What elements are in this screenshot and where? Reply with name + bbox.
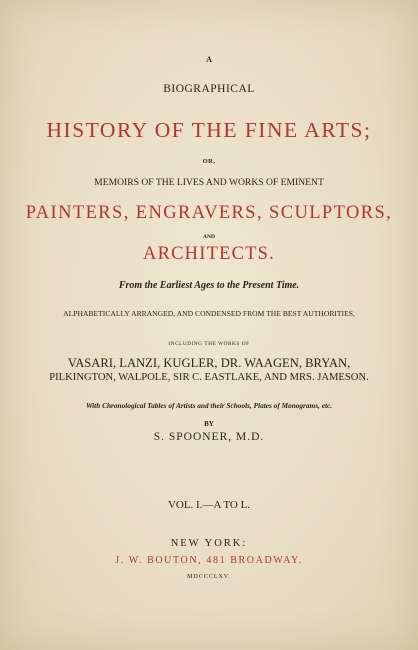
volume-line: VOL. I.—A TO L.	[167, 499, 251, 511]
and-connector: AND	[203, 234, 215, 240]
city-line: NEW YORK:	[170, 538, 248, 549]
subjects-line: PAINTERS, ENGRAVERS, SCULPTORS,	[25, 203, 393, 223]
time-span-line: From the Earliest Ages to the Present Time.	[118, 280, 300, 291]
architects-line: ARCHITECTS.	[143, 244, 275, 264]
publisher-line: J. W. BOUTON, 481 BROADWAY.	[115, 555, 303, 566]
or-connector: OR,	[202, 158, 216, 165]
tables-note: With Chronological Tables of Artists and their Schools, Plates of Monograms, etc.	[85, 401, 333, 410]
main-title: HISTORY OF THE FINE ARTS;	[46, 118, 372, 142]
biographical-heading: BIOGRAPHICAL	[163, 83, 255, 95]
arrangement-line: ALPHABETICALLY ARRANGED, AND CONDENSED FROM THE BEST AUTHORITIES,	[63, 309, 355, 318]
including-line: INCLUDING THE WORKS OF	[168, 341, 250, 347]
year-line: MDCCCLXV.	[187, 574, 231, 580]
memoirs-line: MEMOIRS OF THE LIVES AND WORKS OF EMINENT	[94, 177, 324, 188]
authors-line-2: PILKINGTON, WALPOLE, SIR C. EASTLAKE, AND MRS. JAMESON.	[49, 372, 369, 383]
author-name: S. SPOONER, M.D.	[153, 431, 265, 443]
by-line: BY	[204, 420, 214, 428]
article-a: A	[206, 55, 212, 64]
authors-line-1: VASARI, LANZI, KUGLER, DR. WAAGEN, BRYAN,	[67, 356, 351, 370]
